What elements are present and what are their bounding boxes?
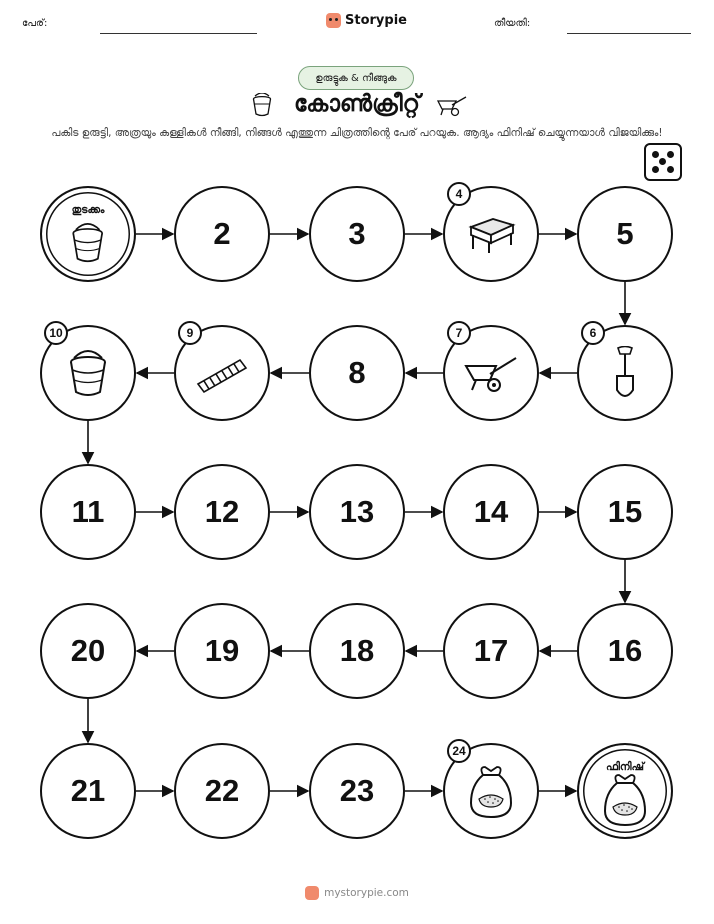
board-space [40, 464, 136, 560]
board-space [174, 186, 270, 282]
start-label: തുടക്കം [71, 204, 105, 216]
storypie-logo-icon [305, 886, 319, 900]
board-space [174, 743, 270, 839]
footer-url[interactable]: mystorypie.com [324, 887, 409, 899]
bucket-icon [69, 223, 106, 268]
space-number: 8 [348, 355, 366, 390]
board-space [577, 464, 673, 560]
space-number-badge: 9 [178, 321, 202, 345]
space-number: 2 [213, 216, 231, 251]
board-space [174, 464, 270, 560]
board-space [577, 186, 673, 282]
board-space [443, 603, 539, 699]
start-space [40, 186, 136, 282]
shovel-icon [613, 346, 637, 406]
space-number: 5 [616, 216, 634, 251]
board-space [309, 743, 405, 839]
space-number: 12 [204, 494, 240, 529]
space-number-badge: 10 [44, 321, 68, 345]
board-space [443, 464, 539, 560]
sandbox-icon [465, 215, 517, 259]
space-number: 22 [204, 773, 240, 808]
space-number-badge: 7 [447, 321, 471, 345]
name-label: പേര്: [22, 18, 48, 29]
footer [0, 886, 714, 900]
wheelbarrow-icon [462, 354, 520, 398]
space-number: 23 [339, 773, 375, 808]
space-number: 20 [70, 633, 106, 668]
finish-label: ഫിനിഷ് [606, 761, 644, 773]
space-number-badge: 24 [447, 739, 471, 763]
space-number: 21 [70, 773, 106, 808]
space-number: 11 [71, 494, 105, 529]
board-space [174, 603, 270, 699]
board-space [577, 603, 673, 699]
board-space [309, 603, 405, 699]
space-number: 14 [473, 494, 509, 529]
space-number: 3 [348, 216, 366, 251]
rebar-icon [194, 354, 250, 398]
page-title: കോൺക്രീറ്റ് [294, 91, 420, 117]
board-space [309, 325, 405, 421]
bucket-icon [66, 350, 110, 402]
board-space [40, 603, 136, 699]
space-number-badge: 4 [447, 182, 471, 206]
board-space [309, 464, 405, 560]
cement-bag-icon [467, 765, 515, 823]
date-label: തീയതി: [494, 18, 531, 29]
space-number: 17 [473, 633, 509, 668]
cement-bag-icon [601, 773, 649, 831]
space-number-badge: 6 [581, 321, 605, 345]
space-number: 16 [607, 633, 643, 668]
brand-name: Storypie [345, 13, 407, 28]
space-number: 18 [339, 633, 375, 668]
activity-tag: ഉരുട്ടുക & നീങ്ങുക [298, 66, 414, 90]
space-number: 13 [339, 494, 375, 529]
board-space [309, 186, 405, 282]
board-space [40, 743, 136, 839]
finish-space [577, 743, 673, 839]
space-number: 19 [204, 633, 240, 668]
instructions: പകിട ഉരുട്ടി, അത്രയും കള്ളികൾ നീങ്ങി, നിങ്ങൾ എത്തുന്ന ചിത്രത്തിന്റെ പേര് പറയുക. ആദ്യം ഫിനിഷ് ചെയ്യുന്നയാൾ വിജയിക്കും! [51, 127, 663, 139]
space-number: 15 [607, 494, 643, 529]
